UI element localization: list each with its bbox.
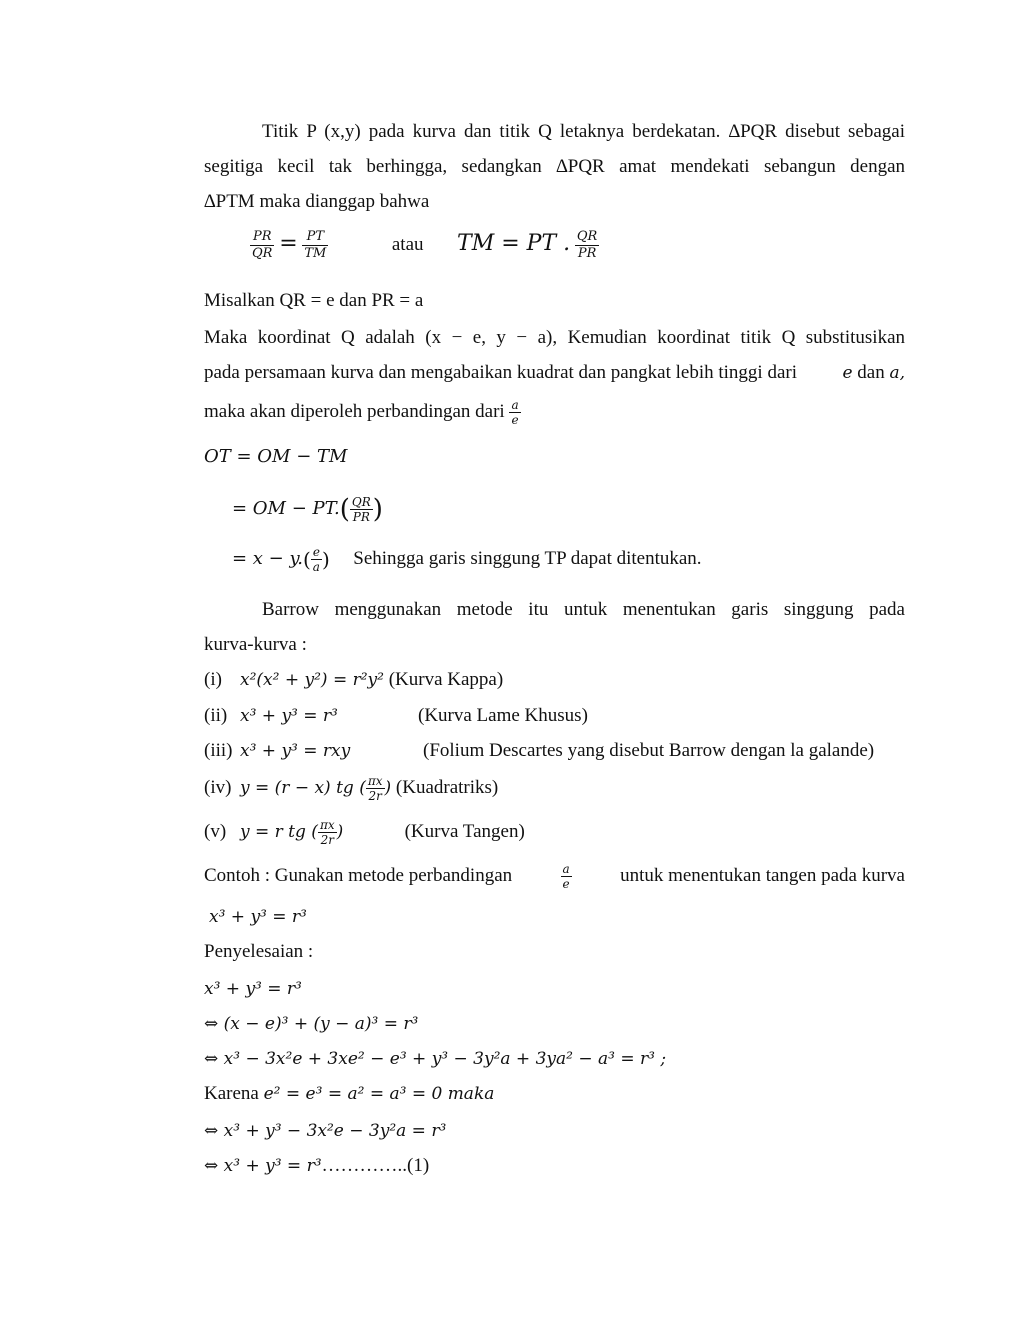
contoh-equation: x³ + y³ = r³ [209, 907, 307, 927]
tm-equation: TM = PT . [457, 231, 571, 256]
solution-step: ⇔ (x − e)³ + (y − a)³ = r³ [204, 1014, 419, 1034]
fraction: $\frac{PT}{TM}$ [304, 229, 327, 262]
curve-item: (i) x²(x² + y²) = r²y² (Kurva Kappa) [204, 669, 504, 690]
solution-step: ⇔ x³ + y³ = r³…………..(1) [204, 1155, 430, 1176]
paragraph-line: Maka koordinat Q adalah (x − e, y − a), Kemudian koordinat titik Q substitusikan [204, 327, 905, 348]
contoh-line: Contoh : Gunakan metode perbandingan a e untuk menentukan tangen pada kurva [204, 861, 905, 891]
ot-equation: OT = OM − TM [204, 446, 348, 467]
paragraph-line: Titik P (x,y) pada kurva dan titik Q letaknya berdekatan. ∆PQR disebut sebagai [262, 121, 905, 142]
paragraph-line: kurva-kurva : [204, 634, 307, 655]
curve-item: (iii) x³ + y³ = rxy (Folium Descartes yang disebut Barrow dengan la galande) [204, 740, 875, 761]
paragraph-line: segitiga kecil tak berhingga, sedangkan ∆PQR amat mendekati sebangun dengan [204, 156, 905, 177]
misalkan-line: Misalkan QR = e dan PR = a [204, 290, 424, 311]
solution-step: x³ + y³ = r³ [204, 979, 302, 999]
atau-text: atau [391, 234, 424, 255]
curve-item: (ii) x³ + y³ = r³ (Kurva Lame Khusus) [204, 705, 588, 726]
fraction: $\frac{a}{e}$ [511, 398, 519, 428]
fraction: $\frac{\pi x}{2r}$ [367, 774, 383, 804]
fraction: $\frac{\pi x}{2r}$ [319, 818, 335, 848]
ot-step: = x − y.( $\frac{e}{a}$ ) Sehingga garis singgung TP dapat ditentukan. [232, 545, 702, 575]
fraction: $\frac{PR}{QR}$ [252, 229, 273, 262]
fraction: $\frac{QR}{PR}$ [351, 495, 371, 525]
paragraph-line: maka akan diperoleh perbandingan dari $\frac{a}{e}$ [204, 398, 519, 428]
curve-item: (iv) y = (r − x) tg ( $\frac{\pi x}{2r}$ ) (Kuadratriks) [204, 774, 499, 804]
paragraph-line: pada persamaan kurva dan mengabaikan kuadrat dan pangkat lebih tinggi dari e dan a, [204, 362, 905, 383]
ot-step: = OM − PT.( $\frac{QR}{PR}$ ) [232, 494, 383, 525]
curve-item: (v) y = r tg ( $\frac{\pi x}{2r}$ ) (Kurva Tangen) [204, 818, 525, 848]
ratio-equation: $\frac{PR}{QR}$ = $\frac{PT}{TM}$ atau TM = PT . $\frac{QR}{PR}$ [252, 229, 598, 262]
solution-step: ⇔ x³ + y³ − 3x²e − 3y²a = r³ [204, 1121, 447, 1141]
fraction: a e [562, 861, 570, 891]
paragraph-line: Barrow menggunakan metode itu untuk menentukan garis singgung pada [262, 599, 905, 620]
solution-step: Karena e² = e³ = a² = a³ = 0 maka [204, 1083, 495, 1104]
paragraph-line: ∆PTM maka dianggap bahwa [204, 191, 430, 212]
solution-step: ⇔ x³ − 3x²e + 3xe² − e³ + y³ − 3y²a + 3ya² − a³ = r³ ; [204, 1049, 667, 1069]
fraction: $\frac{e}{a}$ [312, 545, 320, 575]
fraction: $\frac{QR}{PR}$ [576, 229, 598, 262]
penyelesaian-label: Penyelesaian : [204, 941, 314, 962]
